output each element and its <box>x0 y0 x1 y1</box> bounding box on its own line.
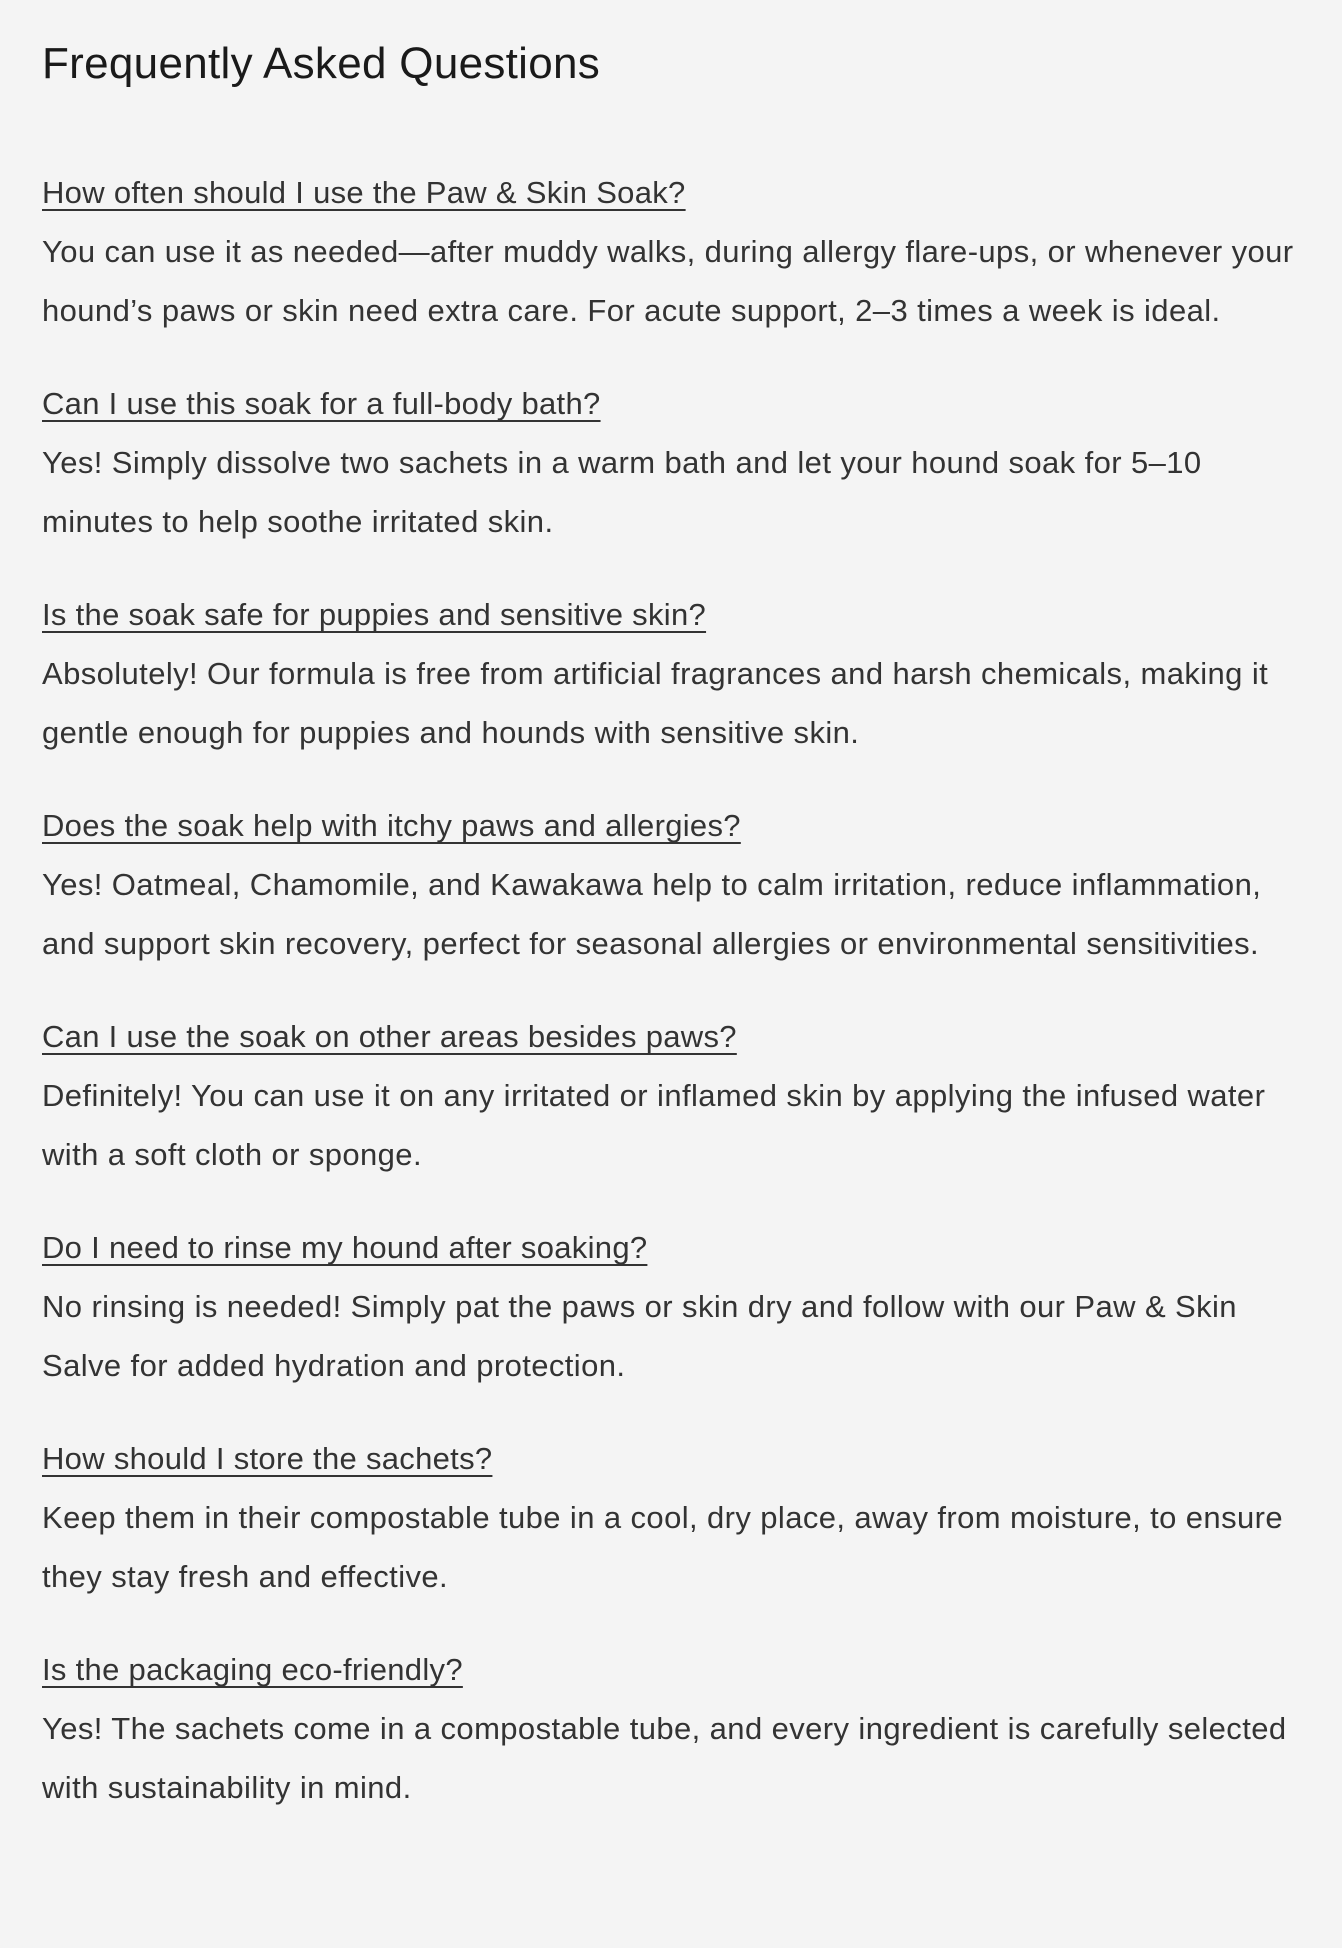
faq-question[interactable]: Do I need to rinse my hound after soaking? <box>42 1230 648 1265</box>
faq-item <box>42 1641 1312 1817</box>
faq-title: Frequently Asked Questions <box>42 39 601 88</box>
faq-question[interactable]: Is the soak safe for puppies and sensitive skin? <box>42 597 707 632</box>
faq-answer: Yes! Simply dissolve two sachets in a warm bath and let your hound soak for 5–10 minutes to help soothe irritated skin. <box>42 445 1202 539</box>
faq-item <box>42 375 1312 551</box>
faq-answer: Keep them in their compostable tube in a cool, dry place, away from moisture, to ensure they stay fresh and effective. <box>42 1500 1283 1594</box>
faq-answer: Yes! Oatmeal, Chamomile, and Kawakawa help to calm irritation, reduce inflammation, and support skin recovery, perfect for seasonal allergies or environmental sensitivities. <box>42 867 1262 961</box>
faq-question[interactable]: How should I store the sachets? <box>42 1441 493 1476</box>
faq-item <box>42 164 1312 340</box>
faq-list <box>42 164 1312 1817</box>
faq-question[interactable]: How often should I use the Paw & Skin Soak? <box>42 175 686 210</box>
faq-answer: Yes! The sachets come in a compostable tube, and every ingredient is carefully selected with sustainability in mind. <box>42 1711 1287 1805</box>
faq-question[interactable]: Is the packaging eco-friendly? <box>42 1652 463 1687</box>
faq-item <box>42 586 1312 762</box>
faq-item <box>42 1430 1312 1606</box>
faq-item <box>42 1219 1312 1395</box>
faq-item <box>42 1008 1312 1184</box>
faq-section <box>42 30 1312 1852</box>
faq-answer: Absolutely! Our formula is free from artificial fragrances and harsh chemicals, making it gentle enough for puppies and hounds with sensitive skin. <box>42 656 1269 750</box>
faq-answer: No rinsing is needed! Simply pat the paws or skin dry and follow with our Paw & Skin Salve for added hydration and protection. <box>42 1289 1237 1383</box>
faq-answer: Definitely! You can use it on any irritated or inflamed skin by applying the infused water with a soft cloth or sponge. <box>42 1078 1266 1172</box>
faq-question[interactable]: Does the soak help with itchy paws and allergies? <box>42 808 741 843</box>
faq-answer: You can use it as needed—after muddy walks, during allergy flare-ups, or whenever your hound’s paws or skin need extra care. For acute support, 2–3 times a week is ideal. <box>42 234 1294 328</box>
faq-item <box>42 797 1312 973</box>
faq-question[interactable]: Can I use the soak on other areas besides paws? <box>42 1019 737 1054</box>
faq-question[interactable]: Can I use this soak for a full-body bath? <box>42 386 601 421</box>
